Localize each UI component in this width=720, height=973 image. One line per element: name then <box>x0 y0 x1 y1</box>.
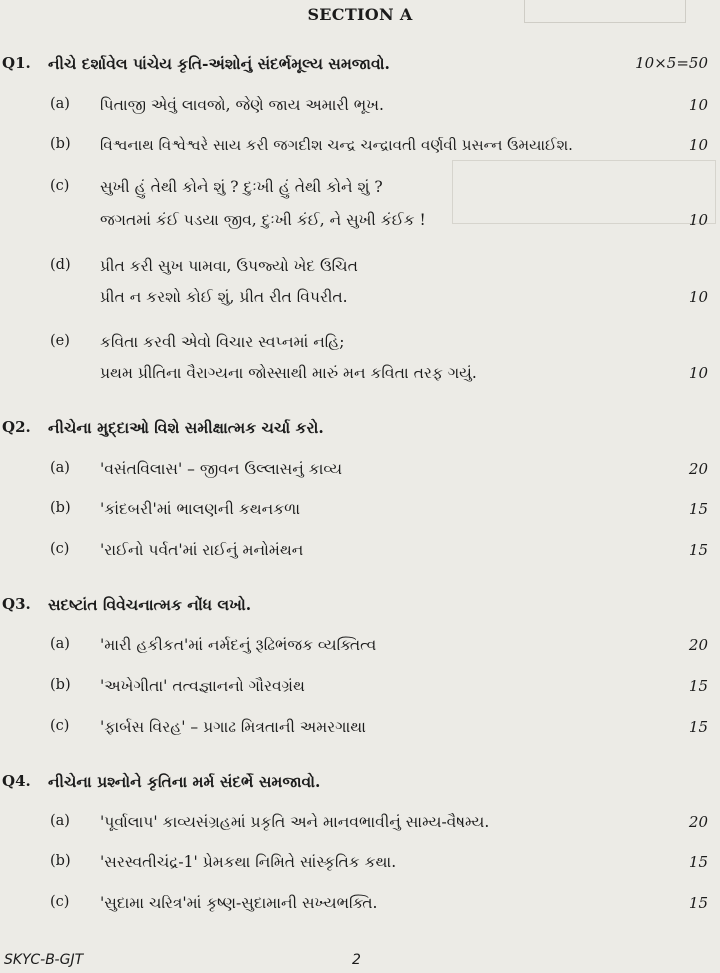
question-text: સદષ્ટાંત વિવેચનાત્મક નોંધ લખો. <box>48 595 252 614</box>
item-label: (a) <box>50 96 70 112</box>
item-label: (b) <box>50 853 71 869</box>
item-marks: 10 <box>688 96 708 114</box>
item-label: (a) <box>50 636 70 652</box>
item-marks: 20 <box>688 636 708 654</box>
item-text: 'સુદામા ચરિત્ર'માં કૃષ્ણ-સુદામાની સખ્યભક્તિ. <box>100 894 378 912</box>
question-text: નીચેના મુદ્દાઓ વિશે સમીક્ષાત્મક ચર્ચા કરો. <box>48 418 324 437</box>
item-marks: 10 <box>688 136 708 154</box>
question-text: નીચે દર્શાવેલ પાંચેય કૃતિ-અંશોનું સંદર્ભમૂલ્ય સમજાવો. <box>48 54 390 73</box>
item-marks: 15 <box>688 541 708 559</box>
item-label: (c) <box>50 541 70 557</box>
item-marks: 10 <box>688 288 708 306</box>
question-number: Q1. <box>2 54 31 72</box>
item-label: (d) <box>50 257 71 273</box>
item-marks: 10 <box>688 364 708 382</box>
item-label: (c) <box>50 718 70 734</box>
item-text: 'ફાર્બસ વિરહ' – પ્રગાઢ મિત્રતાની અમરગાથા <box>100 718 366 736</box>
item-text-line-1: સુખી હું તેથી કોને શું ? દુઃખી હું તેથી કોને શું ? <box>100 178 383 196</box>
item-marks: 15 <box>688 894 708 912</box>
item-label: (e) <box>50 333 70 349</box>
item-text-line-2: જગતમાં કંઈ પડયા જીવ, દુઃખી કંઈ, ને સુખી કંઈક ! <box>100 211 426 229</box>
item-text: 'અખેગીતા' તત્વજ્ઞાનનો ગૌરવગ્રંથ <box>100 677 305 695</box>
question-number: Q4. <box>2 772 31 790</box>
item-text-line-2: પ્રથમ પ્રીતિના વૈરાગ્યના જોસ્સાથી મારું મન કવિતા તરફ ગયું. <box>100 364 477 382</box>
item-marks: 20 <box>688 813 708 831</box>
question-text: નીચેના પ્રશ્નોને કૃતિના મર્મ સંદર્ભે સમજાવો. <box>48 772 321 791</box>
item-text: 'કાંદબરી'માં ભાલણની કથનકળા <box>100 500 301 518</box>
question-number: Q3. <box>2 595 31 613</box>
item-label: (a) <box>50 460 70 476</box>
item-marks: 15 <box>688 853 708 871</box>
item-text-line-1: પ્રીત કરી સુખ પામવા, ઉપજ્યો ખેદ ઉચિત <box>100 257 358 275</box>
item-label: (b) <box>50 677 71 693</box>
item-text-line-2: પ્રીત ન કરશો કોઈ શું, પ્રીત રીત વિપરીત. <box>100 288 348 306</box>
question-marks: 10×5=50 <box>635 54 708 72</box>
item-text: 'રાઈનો પર્વત'માં રાઈનું મનોમંથન <box>100 541 304 559</box>
item-text: પિતાજી એવું લાવજો, જેણે જાય અમારી ભૂખ. <box>100 96 384 114</box>
item-text: 'સરસ્વતીચંદ્ર-1' પ્રેમકથા નિમિતે સાંસ્કૃતિક કથા. <box>100 853 397 871</box>
item-marks: 15 <box>688 677 708 695</box>
section-title: SECTION A <box>307 5 413 24</box>
page-number: 2 <box>352 952 361 968</box>
item-text: 'વસંતવિલાસ' – જીવન ઉલ્લાસનું કાવ્ય <box>100 460 343 478</box>
item-text: 'પૂર્વાલાપ' કાવ્યસંગ્રહમાં પ્રકૃતિ અને માનવભાવીનું સામ્ય-વૈષમ્ય. <box>100 813 490 831</box>
item-text: 'મારી હકીકત'માં નર્મદનું રૂઢિભંજક વ્યક્તિત્વ <box>100 636 377 654</box>
item-marks: 10 <box>688 211 708 229</box>
item-label: (c) <box>50 178 70 194</box>
paper-code: SKYC-B-GJT <box>4 952 84 968</box>
item-label: (b) <box>50 136 71 152</box>
item-label: (a) <box>50 813 70 829</box>
question-number: Q2. <box>2 418 31 436</box>
show-through-box <box>452 160 716 224</box>
item-text: વિશ્વનાથ વિશ્વેશ્વરે સાય કરી જગદીશ ચન્દ્ર ચન્દ્રાવતી વર્ણવી પ્રસન્ન ઉમયાઈશ. <box>100 136 573 154</box>
item-marks: 15 <box>688 500 708 518</box>
item-marks: 15 <box>688 718 708 736</box>
item-label: (b) <box>50 500 71 516</box>
item-text-line-1: કવિતા કરવી એવો વિચાર સ્વપ્નમાં નહિ; <box>100 333 345 351</box>
item-label: (c) <box>50 894 70 910</box>
item-marks: 20 <box>688 460 708 478</box>
